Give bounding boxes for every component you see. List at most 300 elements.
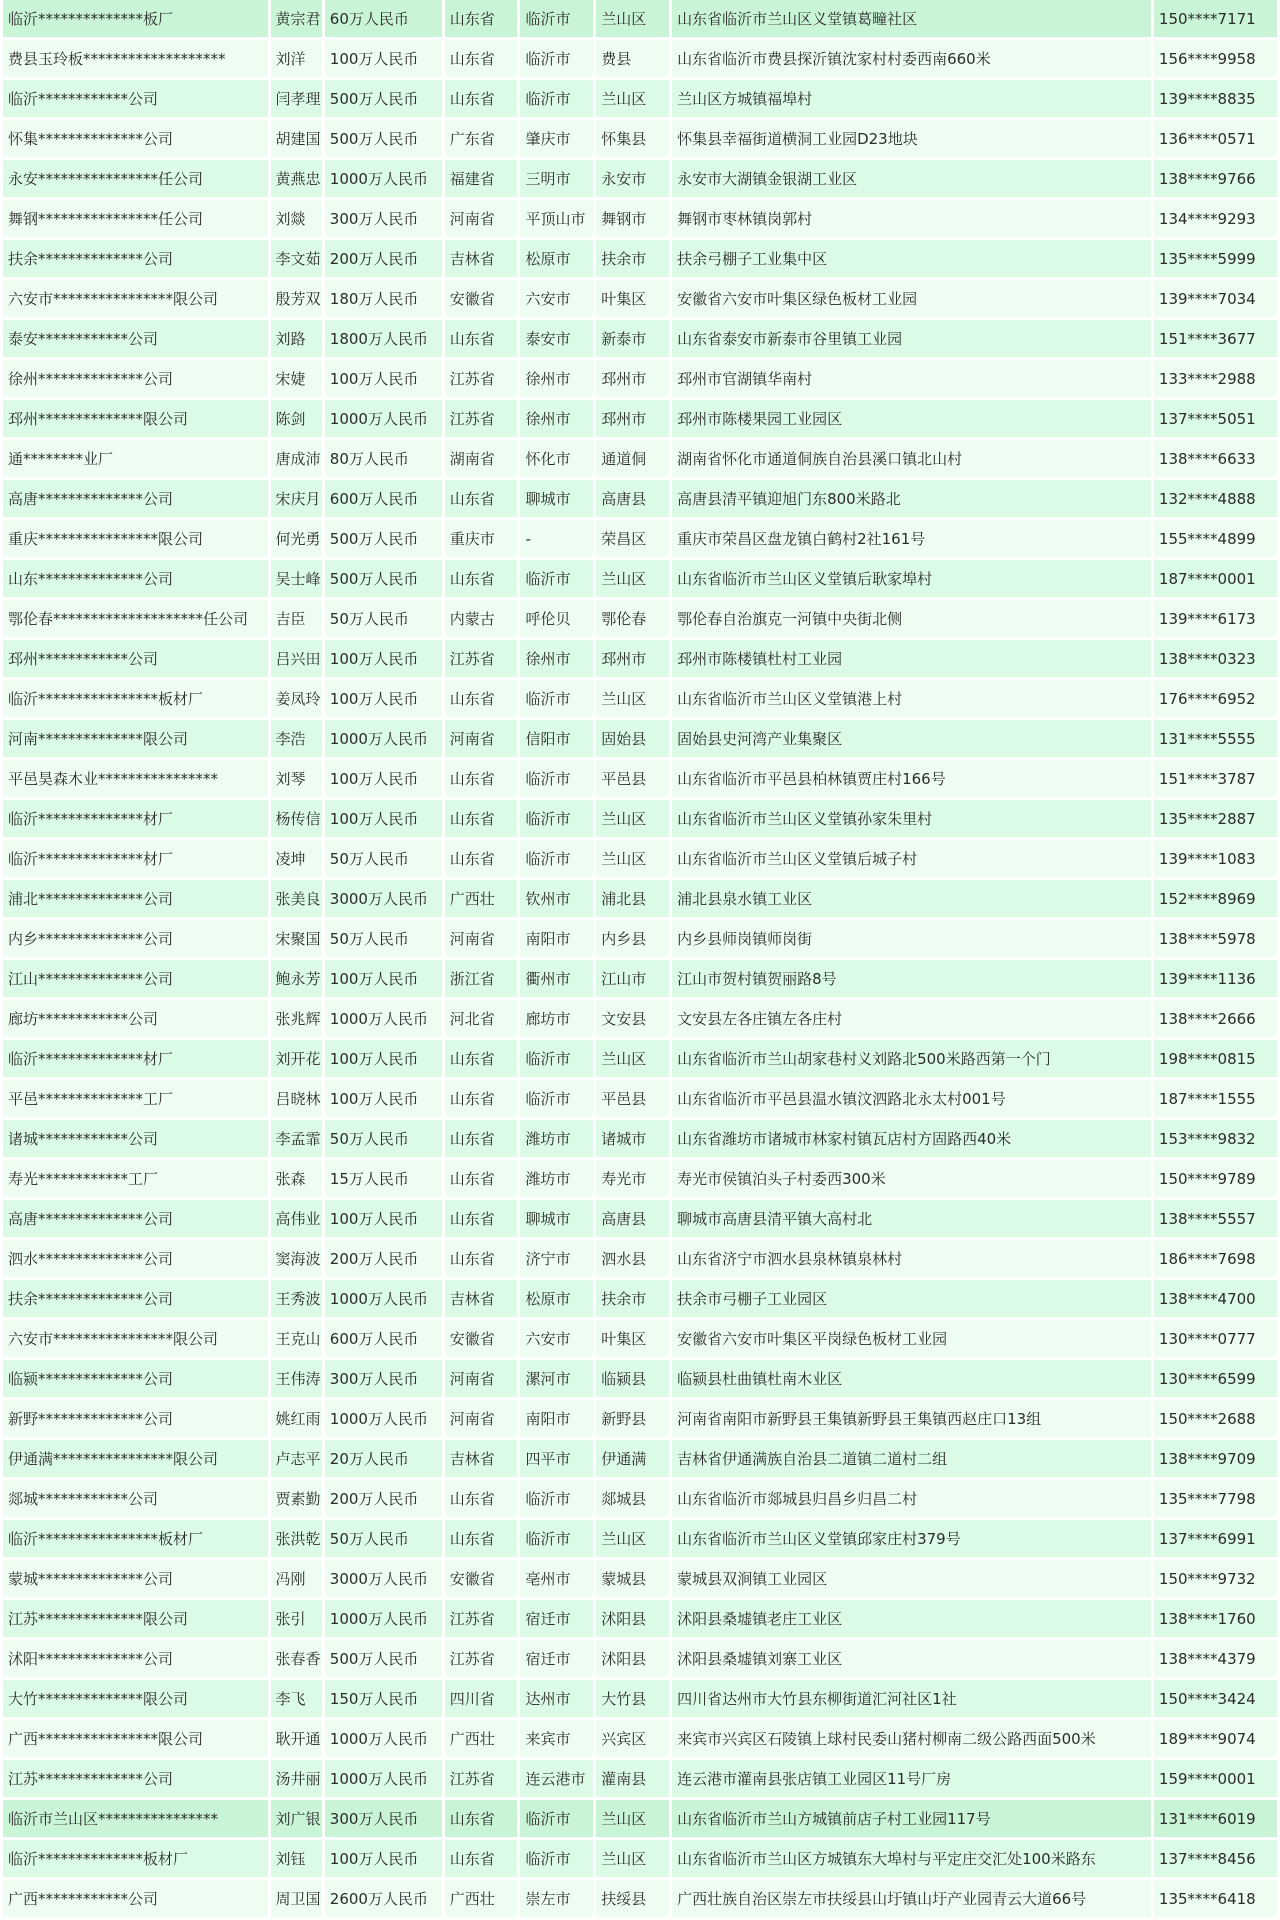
phone-cell: 138****0323: [1154, 640, 1277, 677]
district-cell: 浦北县: [596, 880, 669, 917]
table-row: [3, 1280, 1277, 1317]
contact-person-cell: 何光勇: [271, 520, 322, 557]
contact-person-cell: 闫孝理: [271, 80, 322, 117]
contact-person-cell: 刘琴: [271, 760, 322, 797]
district-cell: 兴宾区: [596, 1720, 669, 1757]
registered-capital-cell: 50万人民币: [325, 920, 442, 957]
registered-capital-cell: 1000万人民币: [325, 1720, 442, 1757]
registered-capital-cell: 15万人民币: [325, 1160, 442, 1197]
table-row: [3, 1080, 1277, 1117]
province-cell: 安徽省: [445, 1560, 518, 1597]
registered-capital-cell: 1000万人民币: [325, 1600, 442, 1637]
province-cell: 广东省: [445, 120, 518, 157]
table-row: [3, 1640, 1277, 1677]
table-row: [3, 1440, 1277, 1477]
address-cell: 内乡县师岗镇师岗街: [672, 920, 1151, 957]
contact-person-cell: 黄宗君: [271, 0, 322, 37]
phone-cell: 130****0777: [1154, 1320, 1277, 1357]
registered-capital-cell: 500万人民币: [325, 560, 442, 597]
company-name-cell: 通********业厂: [3, 440, 268, 477]
contact-person-cell: 殷芳双: [271, 280, 322, 317]
district-cell: 兰山区: [596, 1040, 669, 1077]
city-cell: 聊城市: [520, 1200, 593, 1237]
address-cell: 山东省临沂市兰山胡家巷村义刘路北500米路西第一个门: [672, 1040, 1151, 1077]
company-name-cell: 浦北**************公司: [3, 880, 268, 917]
phone-cell: 138****4700: [1154, 1280, 1277, 1317]
table-row: [3, 440, 1277, 477]
district-cell: 荣昌区: [596, 520, 669, 557]
table-body: [3, 0, 1277, 1917]
city-cell: 临沂市: [520, 1800, 593, 1837]
phone-cell: 136****0571: [1154, 120, 1277, 157]
contact-person-cell: 宋庆月: [271, 480, 322, 517]
district-cell: 扶余市: [596, 240, 669, 277]
registered-capital-cell: 1000万人民币: [325, 400, 442, 437]
phone-cell: 138****9766: [1154, 160, 1277, 197]
company-name-cell: 永安****************任公司: [3, 160, 268, 197]
company-name-cell: 伊通满****************限公司: [3, 1440, 268, 1477]
province-cell: 山东省: [445, 320, 518, 357]
city-cell: 崇左市: [520, 1880, 593, 1917]
table-row: [3, 1200, 1277, 1237]
contact-person-cell: 宋婕: [271, 360, 322, 397]
address-cell: 山东省临沂市费县探沂镇沈家村村委西南660米: [672, 40, 1151, 77]
contact-person-cell: 窦海波: [271, 1240, 322, 1277]
table-row: [3, 200, 1277, 237]
registered-capital-cell: 100万人民币: [325, 1080, 442, 1117]
table-row: [3, 640, 1277, 677]
city-cell: 三明市: [520, 160, 593, 197]
company-name-cell: 临沂**************材厂: [3, 1040, 268, 1077]
city-cell: 六安市: [520, 1320, 593, 1357]
phone-cell: 139****1136: [1154, 960, 1277, 997]
company-name-cell: 邳州************公司: [3, 640, 268, 677]
registered-capital-cell: 20万人民币: [325, 1440, 442, 1477]
company-name-cell: 内乡**************公司: [3, 920, 268, 957]
province-cell: 山东省: [445, 1480, 518, 1517]
district-cell: 舞钢市: [596, 200, 669, 237]
district-cell: 固始县: [596, 720, 669, 757]
district-cell: 怀集县: [596, 120, 669, 157]
address-cell: 连云港市灌南县张店镇工业园区11号厂房: [672, 1760, 1151, 1797]
address-cell: 山东省临沂市平邑县柏林镇贾庄村166号: [672, 760, 1151, 797]
company-name-cell: 临沂**************板材厂: [3, 1840, 268, 1877]
table-row: [3, 1680, 1277, 1717]
registered-capital-cell: 500万人民币: [325, 1640, 442, 1677]
address-cell: 山东省临沂市兰山区义堂镇邱家庄村379号: [672, 1520, 1151, 1557]
contact-person-cell: 刘燚: [271, 200, 322, 237]
district-cell: 费县: [596, 40, 669, 77]
table-row: [3, 1320, 1277, 1357]
contact-person-cell: 宋聚国: [271, 920, 322, 957]
city-cell: 济宁市: [520, 1240, 593, 1277]
company-name-cell: 徐州**************公司: [3, 360, 268, 397]
address-cell: 临颍县杜曲镇杜南木业区: [672, 1360, 1151, 1397]
company-name-cell: 廊坊************公司: [3, 1000, 268, 1037]
phone-cell: 139****7034: [1154, 280, 1277, 317]
table-row: [3, 40, 1277, 77]
table-row: [3, 1160, 1277, 1197]
phone-cell: 150****3424: [1154, 1680, 1277, 1717]
province-cell: 山东省: [445, 760, 518, 797]
phone-cell: 132****4888: [1154, 480, 1277, 517]
registered-capital-cell: 2600万人民币: [325, 1880, 442, 1917]
address-cell: 山东省临沂市兰山区义堂镇孙家朱里村: [672, 800, 1151, 837]
city-cell: 信阳市: [520, 720, 593, 757]
registered-capital-cell: 100万人民币: [325, 1040, 442, 1077]
contact-person-cell: 鲍永芳: [271, 960, 322, 997]
address-cell: 邳州市陈楼果园工业园区: [672, 400, 1151, 437]
province-cell: 吉林省: [445, 240, 518, 277]
contact-person-cell: 高伟业: [271, 1200, 322, 1237]
province-cell: 湖南省: [445, 440, 518, 477]
province-cell: 内蒙古: [445, 600, 518, 637]
district-cell: 兰山区: [596, 1800, 669, 1837]
province-cell: 山东省: [445, 1080, 518, 1117]
registered-capital-cell: 1000万人民币: [325, 1280, 442, 1317]
company-name-cell: 河南**************限公司: [3, 720, 268, 757]
district-cell: 邳州市: [596, 360, 669, 397]
table-row: [3, 400, 1277, 437]
registered-capital-cell: 60万人民币: [325, 0, 442, 37]
table-row: [3, 320, 1277, 357]
phone-cell: 186****7698: [1154, 1240, 1277, 1277]
company-name-cell: 临颍**************公司: [3, 1360, 268, 1397]
registered-capital-cell: 180万人民币: [325, 280, 442, 317]
table-row: [3, 920, 1277, 957]
contact-person-cell: 李文茹: [271, 240, 322, 277]
province-cell: 河南省: [445, 920, 518, 957]
city-cell: 徐州市: [520, 400, 593, 437]
phone-cell: 138****2666: [1154, 1000, 1277, 1037]
registered-capital-cell: 500万人民币: [325, 120, 442, 157]
contact-person-cell: 卢志平: [271, 1440, 322, 1477]
registered-capital-cell: 100万人民币: [325, 960, 442, 997]
city-cell: 松原市: [520, 240, 593, 277]
table-row: [3, 1800, 1277, 1837]
city-cell: 呼伦贝: [520, 600, 593, 637]
contact-person-cell: 周卫国: [271, 1880, 322, 1917]
company-name-cell: 广西************公司: [3, 1880, 268, 1917]
phone-cell: 150****9789: [1154, 1160, 1277, 1197]
city-cell: 平顶山市: [520, 200, 593, 237]
company-name-cell: 蒙城**************公司: [3, 1560, 268, 1597]
address-cell: 浦北县泉水镇工业区: [672, 880, 1151, 917]
city-cell: 钦州市: [520, 880, 593, 917]
district-cell: 高唐县: [596, 480, 669, 517]
table-row: [3, 960, 1277, 997]
table-row: [3, 1120, 1277, 1157]
district-cell: 兰山区: [596, 560, 669, 597]
province-cell: 江苏省: [445, 1640, 518, 1677]
table-row: [3, 1760, 1277, 1797]
province-cell: 山东省: [445, 1800, 518, 1837]
table-row: [3, 360, 1277, 397]
province-cell: 河南省: [445, 1400, 518, 1437]
registered-capital-cell: 100万人民币: [325, 40, 442, 77]
city-cell: 泰安市: [520, 320, 593, 357]
province-cell: 山东省: [445, 1120, 518, 1157]
contact-person-cell: 李浩: [271, 720, 322, 757]
province-cell: 山东省: [445, 840, 518, 877]
province-cell: 福建省: [445, 160, 518, 197]
company-name-cell: 费县玉玲板*******************: [3, 40, 268, 77]
district-cell: 新野县: [596, 1400, 669, 1437]
district-cell: 平邑县: [596, 1080, 669, 1117]
city-cell: 南阳市: [520, 1400, 593, 1437]
contact-person-cell: 黄燕忠: [271, 160, 322, 197]
address-cell: 安徽省六安市叶集区平岗绿色板材工业园: [672, 1320, 1151, 1357]
address-cell: 聊城市高唐县清平镇大高村北: [672, 1200, 1151, 1237]
district-cell: 兰山区: [596, 1840, 669, 1877]
contact-person-cell: 张美良: [271, 880, 322, 917]
city-cell: 临沂市: [520, 80, 593, 117]
province-cell: 江苏省: [445, 400, 518, 437]
registered-capital-cell: 300万人民币: [325, 1800, 442, 1837]
address-cell: 河南省南阳市新野县王集镇新野县王集镇西赵庄口13组: [672, 1400, 1151, 1437]
address-cell: 兰山区方城镇福埠村: [672, 80, 1151, 117]
address-cell: 山东省临沂市兰山区方城镇东大埠村与平定庄交汇处100米路东: [672, 1840, 1151, 1877]
registered-capital-cell: 80万人民币: [325, 440, 442, 477]
phone-cell: 156****9958: [1154, 40, 1277, 77]
table-row: [3, 560, 1277, 597]
company-name-cell: 大竹**************限公司: [3, 1680, 268, 1717]
city-cell: 达州市: [520, 1680, 593, 1717]
contact-person-cell: 杨传信: [271, 800, 322, 837]
table-row: [3, 840, 1277, 877]
province-cell: 吉林省: [445, 1280, 518, 1317]
registered-capital-cell: 100万人民币: [325, 680, 442, 717]
phone-cell: 137****5051: [1154, 400, 1277, 437]
registered-capital-cell: 1000万人民币: [325, 1400, 442, 1437]
city-cell: 临沂市: [520, 1040, 593, 1077]
contact-person-cell: 姜凤玲: [271, 680, 322, 717]
company-name-cell: 临沂**************板厂: [3, 0, 268, 37]
company-name-cell: 扶余**************公司: [3, 1280, 268, 1317]
address-cell: 山东省潍坊市诸城市林家村镇瓦店村方固路西40米: [672, 1120, 1151, 1157]
company-name-cell: 泗水**************公司: [3, 1240, 268, 1277]
registered-capital-cell: 1000万人民币: [325, 160, 442, 197]
phone-cell: 139****6173: [1154, 600, 1277, 637]
company-name-cell: 临沂**************材厂: [3, 800, 268, 837]
address-cell: 固始县史河湾产业集聚区: [672, 720, 1151, 757]
table-row: [3, 1520, 1277, 1557]
contact-person-cell: 刘广银: [271, 1800, 322, 1837]
district-cell: 郯城县: [596, 1480, 669, 1517]
city-cell: 衢州市: [520, 960, 593, 997]
phone-cell: 139****1083: [1154, 840, 1277, 877]
registered-capital-cell: 100万人民币: [325, 1840, 442, 1877]
city-cell: 临沂市: [520, 1840, 593, 1877]
registered-capital-cell: 3000万人民币: [325, 880, 442, 917]
contact-person-cell: 张森: [271, 1160, 322, 1197]
phone-cell: 151****3677: [1154, 320, 1277, 357]
city-cell: 临沂市: [520, 800, 593, 837]
city-cell: 亳州市: [520, 1560, 593, 1597]
province-cell: 山东省: [445, 1240, 518, 1277]
district-cell: 邳州市: [596, 640, 669, 677]
province-cell: 江苏省: [445, 1600, 518, 1637]
contact-person-cell: 张引: [271, 1600, 322, 1637]
city-cell: 临沂市: [520, 840, 593, 877]
province-cell: 广西壮: [445, 1720, 518, 1757]
address-cell: 鄂伦春自治旗克一河镇中央街北侧: [672, 600, 1151, 637]
contact-person-cell: 刘钰: [271, 1840, 322, 1877]
contact-person-cell: 汤井丽: [271, 1760, 322, 1797]
province-cell: 吉林省: [445, 1440, 518, 1477]
registered-capital-cell: 600万人民币: [325, 480, 442, 517]
company-name-cell: 江苏**************公司: [3, 1760, 268, 1797]
company-name-cell: 六安市****************限公司: [3, 280, 268, 317]
registered-capital-cell: 100万人民币: [325, 1200, 442, 1237]
table-row: [3, 720, 1277, 757]
city-cell: 临沂市: [520, 1520, 593, 1557]
table-row: [3, 1600, 1277, 1637]
province-cell: 重庆市: [445, 520, 518, 557]
province-cell: 山东省: [445, 1840, 518, 1877]
phone-cell: 131****6019: [1154, 1800, 1277, 1837]
contact-person-cell: 唐成沛: [271, 440, 322, 477]
contact-person-cell: 张兆辉: [271, 1000, 322, 1037]
city-cell: 临沂市: [520, 0, 593, 37]
province-cell: 浙江省: [445, 960, 518, 997]
phone-cell: 187****1555: [1154, 1080, 1277, 1117]
district-cell: 寿光市: [596, 1160, 669, 1197]
district-cell: 兰山区: [596, 80, 669, 117]
city-cell: -: [520, 520, 593, 557]
contact-person-cell: 陈剑: [271, 400, 322, 437]
phone-cell: 135****7798: [1154, 1480, 1277, 1517]
city-cell: 临沂市: [520, 760, 593, 797]
province-cell: 河南省: [445, 1360, 518, 1397]
city-cell: 临沂市: [520, 680, 593, 717]
table-row: [3, 280, 1277, 317]
district-cell: 伊通满: [596, 1440, 669, 1477]
address-cell: 安徽省六安市叶集区绿色板材工业园: [672, 280, 1151, 317]
registered-capital-cell: 100万人民币: [325, 360, 442, 397]
province-cell: 山东省: [445, 560, 518, 597]
company-name-cell: 江山**************公司: [3, 960, 268, 997]
contact-person-cell: 李孟霏: [271, 1120, 322, 1157]
table-row: [3, 880, 1277, 917]
registered-capital-cell: 1800万人民币: [325, 320, 442, 357]
province-cell: 河北省: [445, 1000, 518, 1037]
company-name-cell: 临沂************公司: [3, 80, 268, 117]
address-cell: 四川省达州市大竹县东柳街道汇河社区1社: [672, 1680, 1151, 1717]
city-cell: 宿迁市: [520, 1600, 593, 1637]
registered-capital-cell: 150万人民币: [325, 1680, 442, 1717]
phone-cell: 131****5555: [1154, 720, 1277, 757]
registered-capital-cell: 1000万人民币: [325, 720, 442, 757]
city-cell: 临沂市: [520, 1480, 593, 1517]
phone-cell: 135****5999: [1154, 240, 1277, 277]
table-row: [3, 1840, 1277, 1877]
registered-capital-cell: 50万人民币: [325, 840, 442, 877]
city-cell: 宿迁市: [520, 1640, 593, 1677]
registered-capital-cell: 3000万人民币: [325, 1560, 442, 1597]
phone-cell: 130****6599: [1154, 1360, 1277, 1397]
province-cell: 山东省: [445, 1160, 518, 1197]
address-cell: 蒙城县双涧镇工业园区: [672, 1560, 1151, 1597]
registered-capital-cell: 100万人民币: [325, 760, 442, 797]
phone-cell: 138****5978: [1154, 920, 1277, 957]
phone-cell: 137****8456: [1154, 1840, 1277, 1877]
address-cell: 山东省临沂市兰山方城镇前店子村工业园117号: [672, 1800, 1151, 1837]
contact-person-cell: 冯刚: [271, 1560, 322, 1597]
city-cell: 徐州市: [520, 640, 593, 677]
contact-person-cell: 刘洋: [271, 40, 322, 77]
registered-capital-cell: 200万人民币: [325, 1480, 442, 1517]
address-cell: 永安市大湖镇金银湖工业区: [672, 160, 1151, 197]
phone-cell: 139****8835: [1154, 80, 1277, 117]
address-cell: 山东省济宁市泗水县泉林镇泉林村: [672, 1240, 1151, 1277]
contact-person-cell: 耿开通: [271, 1720, 322, 1757]
province-cell: 江苏省: [445, 640, 518, 677]
registered-capital-cell: 600万人民币: [325, 1320, 442, 1357]
contact-person-cell: 张春香: [271, 1640, 322, 1677]
district-cell: 叶集区: [596, 280, 669, 317]
city-cell: 潍坊市: [520, 1160, 593, 1197]
table-row: [3, 120, 1277, 157]
phone-cell: 198****0815: [1154, 1040, 1277, 1077]
table-row: [3, 800, 1277, 837]
district-cell: 通道侗: [596, 440, 669, 477]
table-row: [3, 1360, 1277, 1397]
registered-capital-cell: 200万人民币: [325, 1240, 442, 1277]
address-cell: 山东省临沂市平邑县温水镇汶泗路北永太村001号: [672, 1080, 1151, 1117]
contact-person-cell: 胡建国: [271, 120, 322, 157]
district-cell: 兰山区: [596, 0, 669, 37]
address-cell: 沭阳县桑墟镇老庄工业区: [672, 1600, 1151, 1637]
company-name-cell: 平邑**************工厂: [3, 1080, 268, 1117]
company-name-cell: 江苏**************限公司: [3, 1600, 268, 1637]
contact-person-cell: 刘开花: [271, 1040, 322, 1077]
company-name-cell: 重庆****************限公司: [3, 520, 268, 557]
registered-capital-cell: 1000万人民币: [325, 1000, 442, 1037]
district-cell: 鄂伦春: [596, 600, 669, 637]
province-cell: 山东省: [445, 800, 518, 837]
phone-cell: 135****2887: [1154, 800, 1277, 837]
contact-person-cell: 刘路: [271, 320, 322, 357]
phone-cell: 138****5557: [1154, 1200, 1277, 1237]
province-cell: 山东省: [445, 0, 518, 37]
contact-person-cell: 吕兴田: [271, 640, 322, 677]
district-cell: 沭阳县: [596, 1600, 669, 1637]
company-name-cell: 山东**************公司: [3, 560, 268, 597]
company-name-cell: 六安市****************限公司: [3, 1320, 268, 1357]
company-name-cell: 扶余**************公司: [3, 240, 268, 277]
city-cell: 南阳市: [520, 920, 593, 957]
district-cell: 江山市: [596, 960, 669, 997]
address-cell: 扶余弓棚子工业集中区: [672, 240, 1151, 277]
phone-cell: 133****2988: [1154, 360, 1277, 397]
city-cell: 潍坊市: [520, 1120, 593, 1157]
contact-person-cell: 李飞: [271, 1680, 322, 1717]
district-cell: 文安县: [596, 1000, 669, 1037]
province-cell: 山东省: [445, 680, 518, 717]
address-cell: 寿光市侯镇泊头子村委西300米: [672, 1160, 1151, 1197]
registered-capital-cell: 100万人民币: [325, 800, 442, 837]
phone-cell: 159****0001: [1154, 1760, 1277, 1797]
table-row: [3, 1000, 1277, 1037]
table-row: [3, 760, 1277, 797]
district-cell: 沭阳县: [596, 1640, 669, 1677]
company-name-cell: 临沂市兰山区****************: [3, 1800, 268, 1837]
district-cell: 扶余市: [596, 1280, 669, 1317]
address-cell: 山东省临沂市兰山区义堂镇后耿家埠村: [672, 560, 1151, 597]
phone-cell: 138****4379: [1154, 1640, 1277, 1677]
phone-cell: 151****3787: [1154, 760, 1277, 797]
